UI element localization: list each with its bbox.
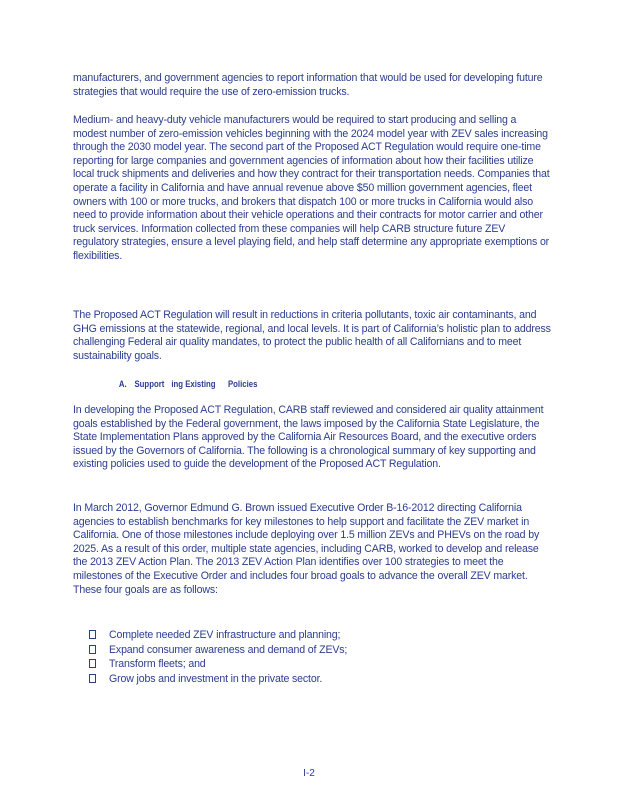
- section-heading-letter: A.: [118, 379, 127, 390]
- section-heading-word-2: ing Existing: [171, 379, 216, 390]
- list-item: [0, 658, 560, 673]
- list-item: [0, 629, 560, 644]
- list-item-text: Complete needed ZEV infrastructure and planning;: [109, 629, 341, 641]
- paragraph-emission-reductions: The Proposed ACT Regulation will result in reductions in criteria pollutants, toxic air contaminants, and GHG emissions at the statewide, regional, and local levels. It is part of California’s holistic plan to address challenging Federal air quality mandates, to protect the public health of all Californians and to meet sustainability goals.: [73, 309, 551, 362]
- paragraph-developing-regulation: In developing the Proposed ACT Regulation, CARB staff reviewed and considered air quality attainment goals established by the Federal government, the laws imposed by the California State Legislature, the State Implementation Plans approved by the California Air Resources Board, and the executive orders issued by the Governors of California. The following is a chronological summary of key supporting and existing policies used to guide the development of the Proposed ACT Regulation.: [73, 404, 544, 471]
- list-item-text: Grow jobs and investment in the private sector.: [109, 673, 323, 685]
- bullet-box-icon: [89, 674, 96, 683]
- bullet-box-icon: [89, 659, 96, 668]
- list-item-text: Expand consumer awareness and demand of ZEVs;: [109, 644, 348, 656]
- paragraph-report-information: manufacturers, and government agencies to report information that would be used for developing future strategies that would require the use of zero-emission trucks.: [73, 72, 543, 98]
- paragraph-executive-order: In March 2012, Governor Edmund G. Brown issued Executive Order B-16-2012 directing California agencies to establish benchmarks for key milestones to help support and facilitate the ZEV market in California. One of those milestones include deploying over 1.5 million ZEVs and PHEVs on the road by 2025. As a result of this order, multiple state agencies, including CARB, worked to develop and release the 2013 ZEV Action Plan. The 2013 ZEV Action Plan identifies over 100 strategies to meet the milestones of the Executive Order and includes four broad goals to advance the overall ZEV market. These four goals are as follows:: [73, 502, 540, 596]
- list-item: [0, 644, 560, 659]
- section-heading-word-1: Support: [134, 379, 165, 390]
- section-heading-word-3: Policies: [227, 379, 258, 390]
- bullet-box-icon: [89, 630, 96, 639]
- paragraph-zev-manufacturing: Medium- and heavy-duty vehicle manufacturers would be required to start producing and selling a modest number of zero-emission vehicles beginning with the 2024 model year with ZEV sales increasing through the 2030 model year. The second part of the Proposed ACT Regulation would require one-time reporting for large companies and government agencies of information about how their facilities utilize local truck shipments and deliveries and how they contract for their transportation needs. Companies that operate a facility in California and have annual revenue above $50 million government agencies, fleet owners with 100 or more trucks, and brokers that dispatch 100 or more trucks in California would also need to provide information about their vehicle operations and their contracts for motor carrier and other truck services. Information collected from these companies will help CARB structure future ZEV regulatory strategies, ensure a level playing field, and help staff determine any appropriate exemptions or flexibilities.: [73, 114, 550, 262]
- list-item-text: Transform fleets; and: [109, 658, 206, 670]
- bullet-box-icon: [89, 645, 96, 654]
- page-number: I-2: [303, 768, 315, 779]
- list-item: [0, 673, 560, 688]
